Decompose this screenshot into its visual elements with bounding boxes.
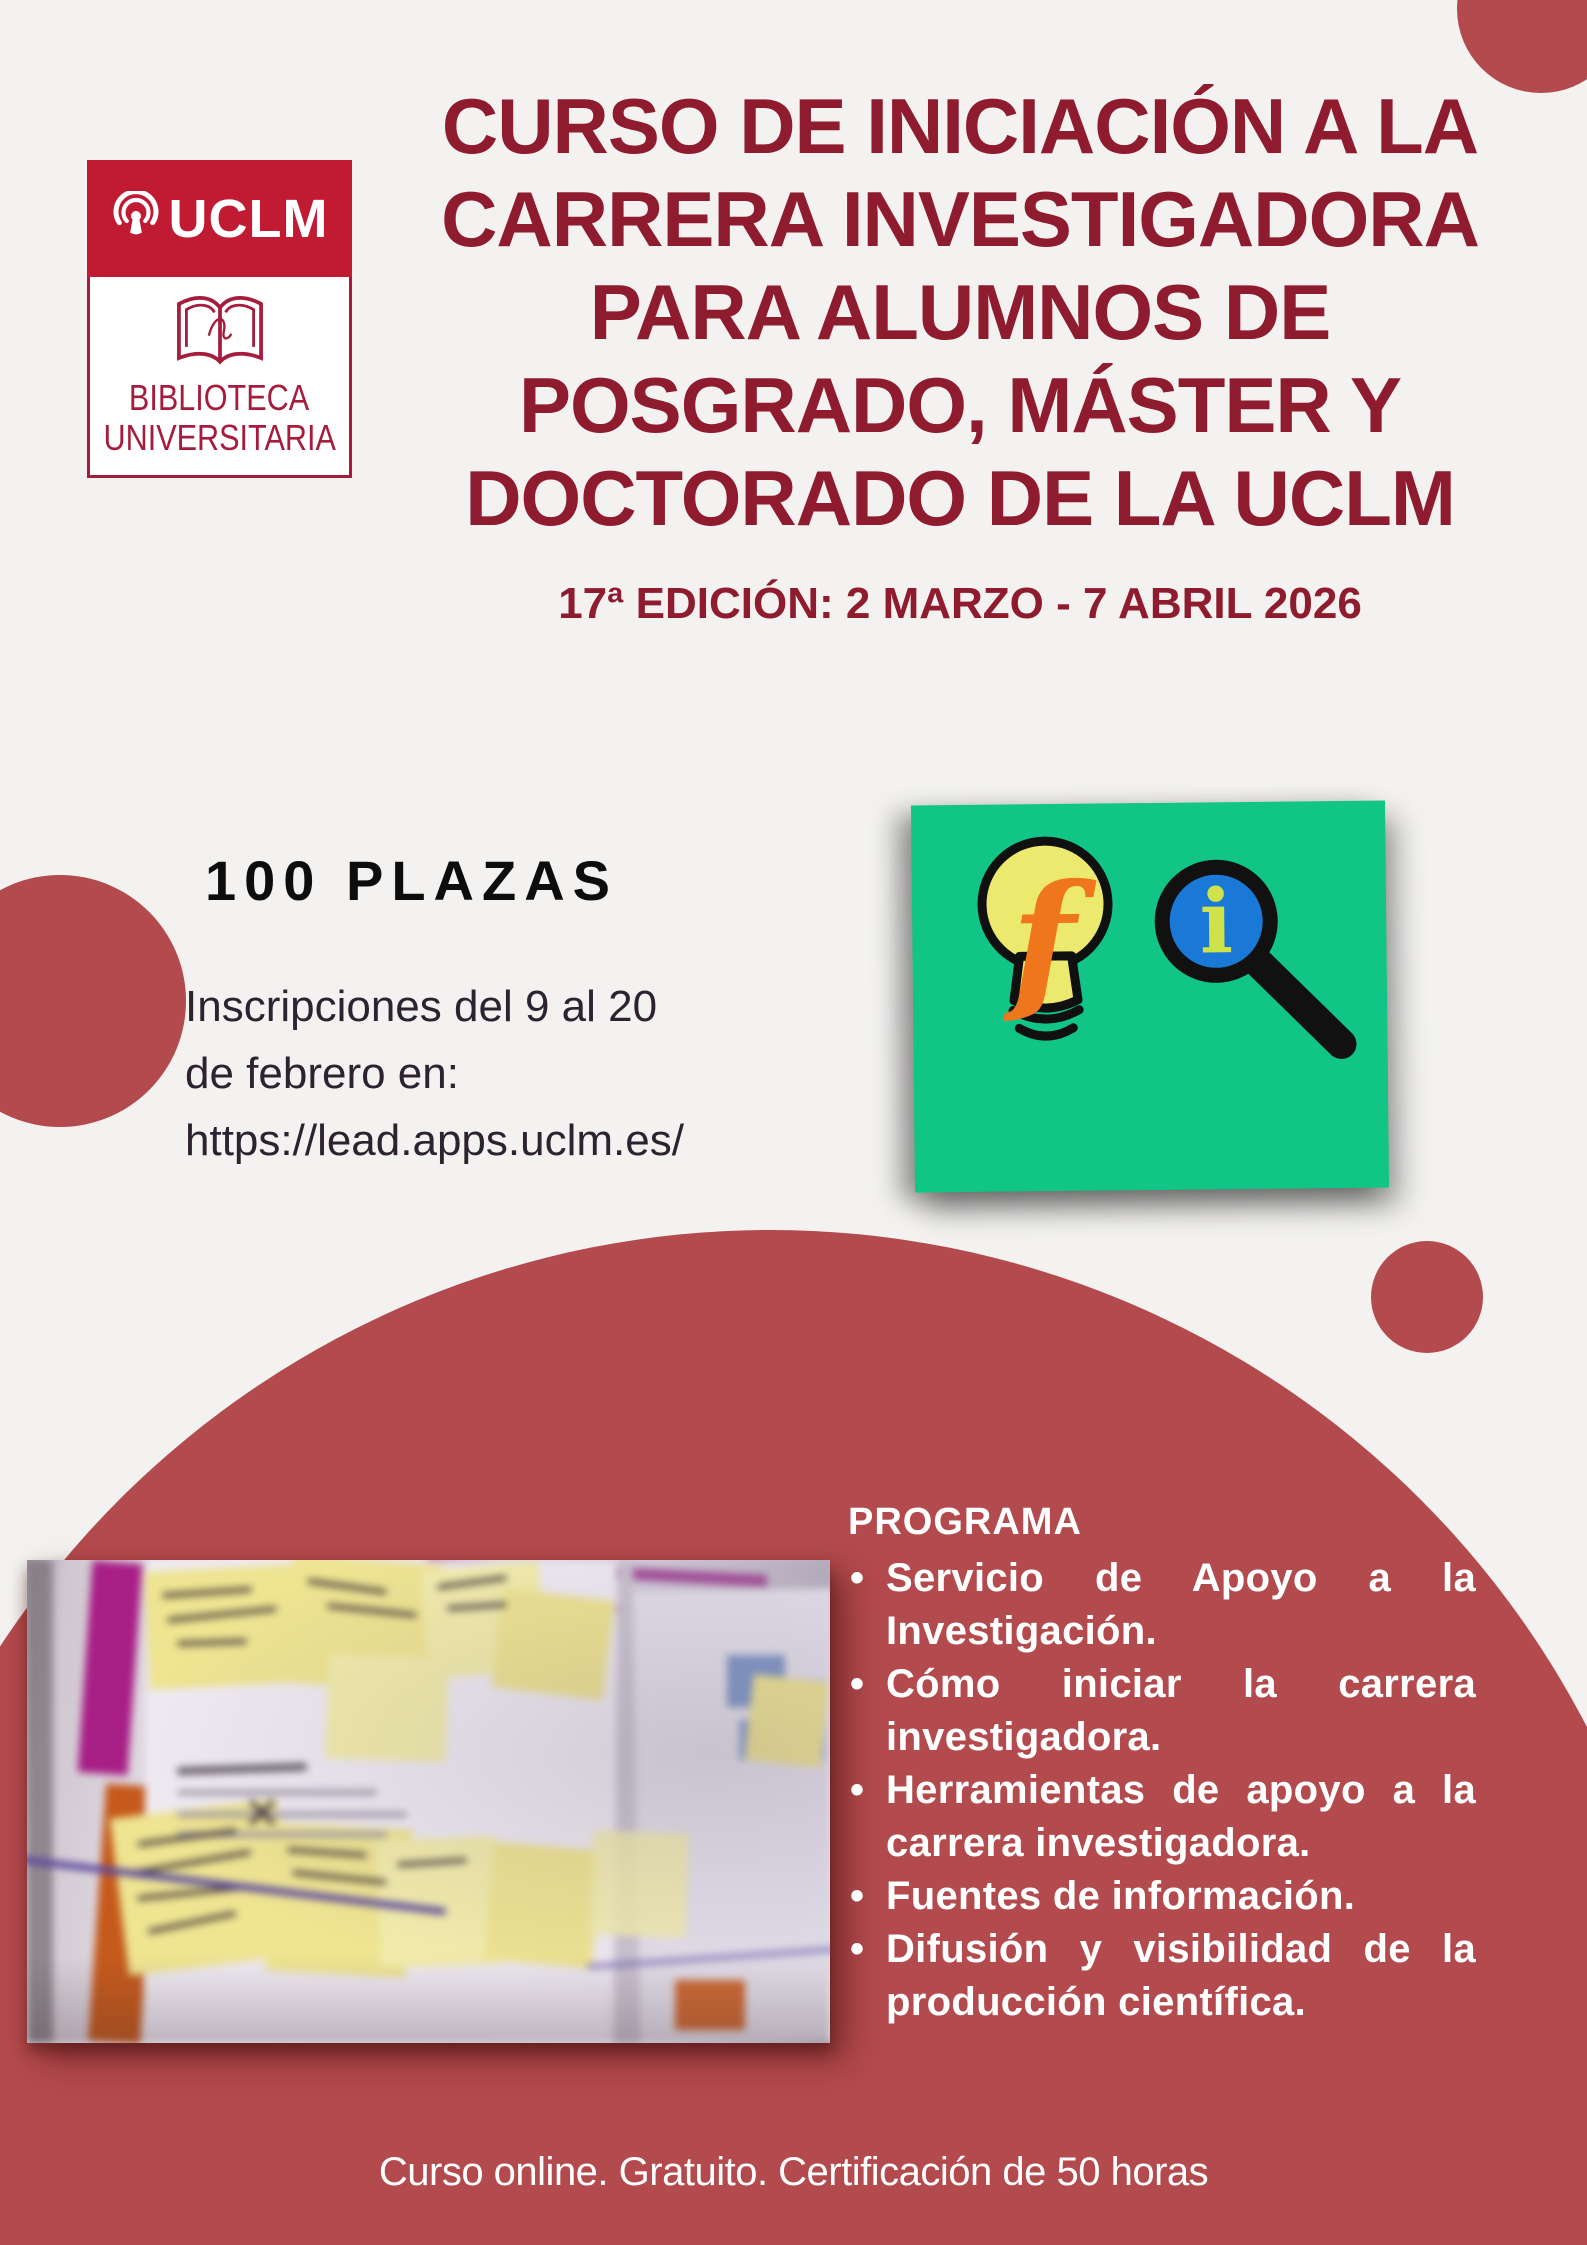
uclm-library-logo (87, 160, 352, 478)
program-heading: PROGRAMA (848, 1501, 1082, 1543)
uclm-brand-text: UCLM (168, 188, 329, 249)
sticky-notes-photo-content (27, 1560, 830, 2043)
seats-heading: 100 PLAZAS (205, 849, 618, 912)
title-line-4: POSGRADO, MÁSTER Y (518, 361, 1401, 449)
poster-title (360, 80, 1560, 629)
program-list (848, 1552, 1476, 2029)
magnifier-i-letter: i (1198, 869, 1234, 974)
library-logo-body (87, 277, 352, 478)
title-line-2: CARRERA INVESTIGADORA (441, 175, 1479, 263)
sticky-notes-photo (27, 1560, 830, 2043)
footer-note: Curso online. Gratuito. Certificación de 50 horas (378, 2150, 1209, 2194)
program-item-5: • Difusión y visibilidad de la producción científica. (848, 1923, 1476, 2029)
title-line-3: PARA ALUMNOS DE (589, 268, 1331, 356)
enrollment-line-1: Inscripciones del 9 al 20 (185, 982, 658, 1031)
bulb-and-magnifier-graphic (911, 801, 1389, 1193)
title-line-1: CURSO DE INICIACIÓN A LA (441, 82, 1479, 170)
enrollment-info (185, 973, 825, 1174)
info-graphic-card (911, 801, 1389, 1193)
title-line-5: DOCTORADO DE LA UCLM (465, 454, 1455, 542)
program-item-1: • Servicio de Apoyo a la Investigación. (848, 1552, 1476, 1658)
lightbulb-f-letter: f (1010, 851, 1077, 1029)
library-org-line1: BIBLIOTECA (129, 377, 310, 418)
program-item-2: • Cómo iniciar la carrera investigadora. (848, 1658, 1476, 1764)
edition-dates: 17ª EDICIÓN: 2 MARZO - 7 ABRIL 2026 (558, 579, 1362, 628)
open-book-icon (172, 289, 268, 378)
uclm-antenna-icon (111, 191, 161, 246)
enrollment-line-2: de febrero en: (185, 1049, 459, 1098)
library-org-line2: UNIVERSITARIA (103, 417, 336, 458)
decor-circle-left (0, 875, 186, 1127)
program-item-3: • Herramientas de apoyo a la carrera investigadora. (848, 1764, 1476, 1870)
program-item-4: • Fuentes de información. (848, 1870, 1476, 1923)
enrollment-url: https://lead.apps.uclm.es/ (185, 1116, 684, 1165)
uclm-logo-band (87, 160, 352, 277)
program-section (848, 1498, 1476, 2029)
decor-circle-right (1371, 1241, 1483, 1353)
